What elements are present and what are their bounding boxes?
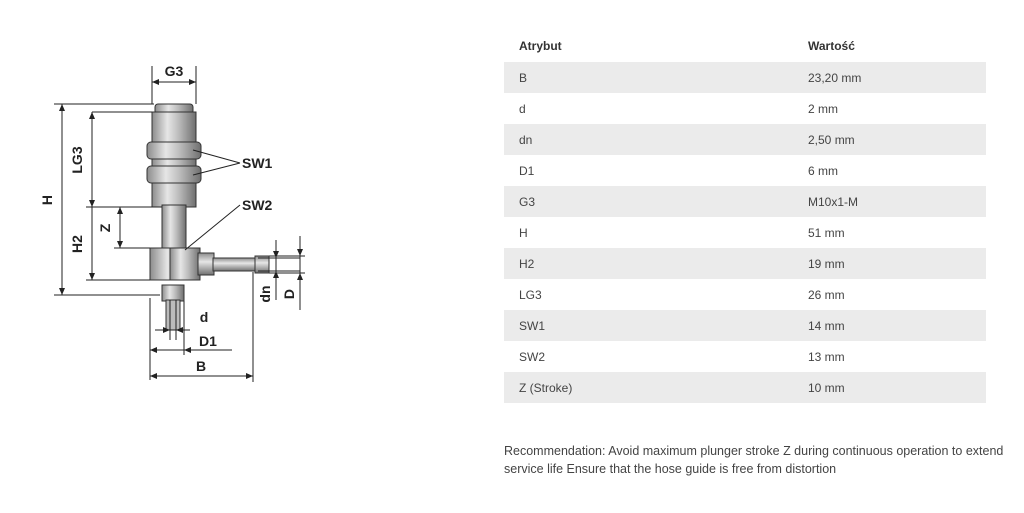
label-d-upper: D <box>281 288 297 300</box>
cell-attribute: G3 <box>504 186 808 217</box>
header-value: Wartość <box>808 39 855 53</box>
label-dn: dn <box>257 285 273 303</box>
table-row <box>504 310 986 341</box>
spec-table <box>504 30 986 403</box>
label-d-lower: d <box>199 309 209 325</box>
label-d1: D1 <box>199 333 217 349</box>
table-row <box>504 217 986 248</box>
cell-value: 26 mm <box>808 279 986 310</box>
valve-drawing-svg <box>0 0 360 513</box>
table-row <box>504 372 986 403</box>
cell-attribute: H <box>504 217 808 248</box>
table-row <box>504 186 986 217</box>
table-row <box>504 248 986 279</box>
cell-attribute: d <box>504 93 808 124</box>
technical-drawing <box>0 0 360 513</box>
table-row <box>504 341 986 372</box>
table-row <box>504 93 986 124</box>
cell-value: 14 mm <box>808 310 986 341</box>
label-h: H <box>39 194 55 206</box>
table-row <box>504 279 986 310</box>
cell-value: 23,20 mm <box>808 62 986 93</box>
cell-attribute: LG3 <box>504 279 808 310</box>
label-h2: H2 <box>69 235 85 253</box>
cell-value: 2 mm <box>808 93 986 124</box>
header-attribute: Atrybut <box>519 39 562 53</box>
label-sw1: SW1 <box>242 155 273 171</box>
table-row <box>504 124 986 155</box>
table-header-row <box>504 30 986 62</box>
table-row <box>504 62 986 93</box>
label-b: B <box>195 358 207 374</box>
label-sw2: SW2 <box>242 197 273 213</box>
label-lg3: LG3 <box>69 146 85 174</box>
cell-value: 13 mm <box>808 341 986 372</box>
cell-value: 6 mm <box>808 155 986 186</box>
cell-attribute: dn <box>504 124 808 155</box>
cell-attribute: B <box>504 62 808 93</box>
label-g3: G3 <box>164 63 184 79</box>
label-z: Z <box>97 223 113 233</box>
valve-component <box>147 104 269 330</box>
cell-value: 51 mm <box>808 217 986 248</box>
cell-value: 19 mm <box>808 248 986 279</box>
recommendation-note: Recommendation: Avoid maximum plunger stroke Z during continuous operation to extend service life Ensure that the hose guide is free from distortion <box>504 444 1004 476</box>
cell-value: 2,50 mm <box>808 124 986 155</box>
cell-attribute: H2 <box>504 248 808 279</box>
cell-attribute: SW1 <box>504 310 808 341</box>
table-row <box>504 155 986 186</box>
cell-attribute: D1 <box>504 155 808 186</box>
cell-value: M10x1-M <box>808 186 986 217</box>
cell-attribute: SW2 <box>504 341 808 372</box>
cell-attribute: Z (Stroke) <box>504 372 808 403</box>
cell-value: 10 mm <box>808 372 986 403</box>
